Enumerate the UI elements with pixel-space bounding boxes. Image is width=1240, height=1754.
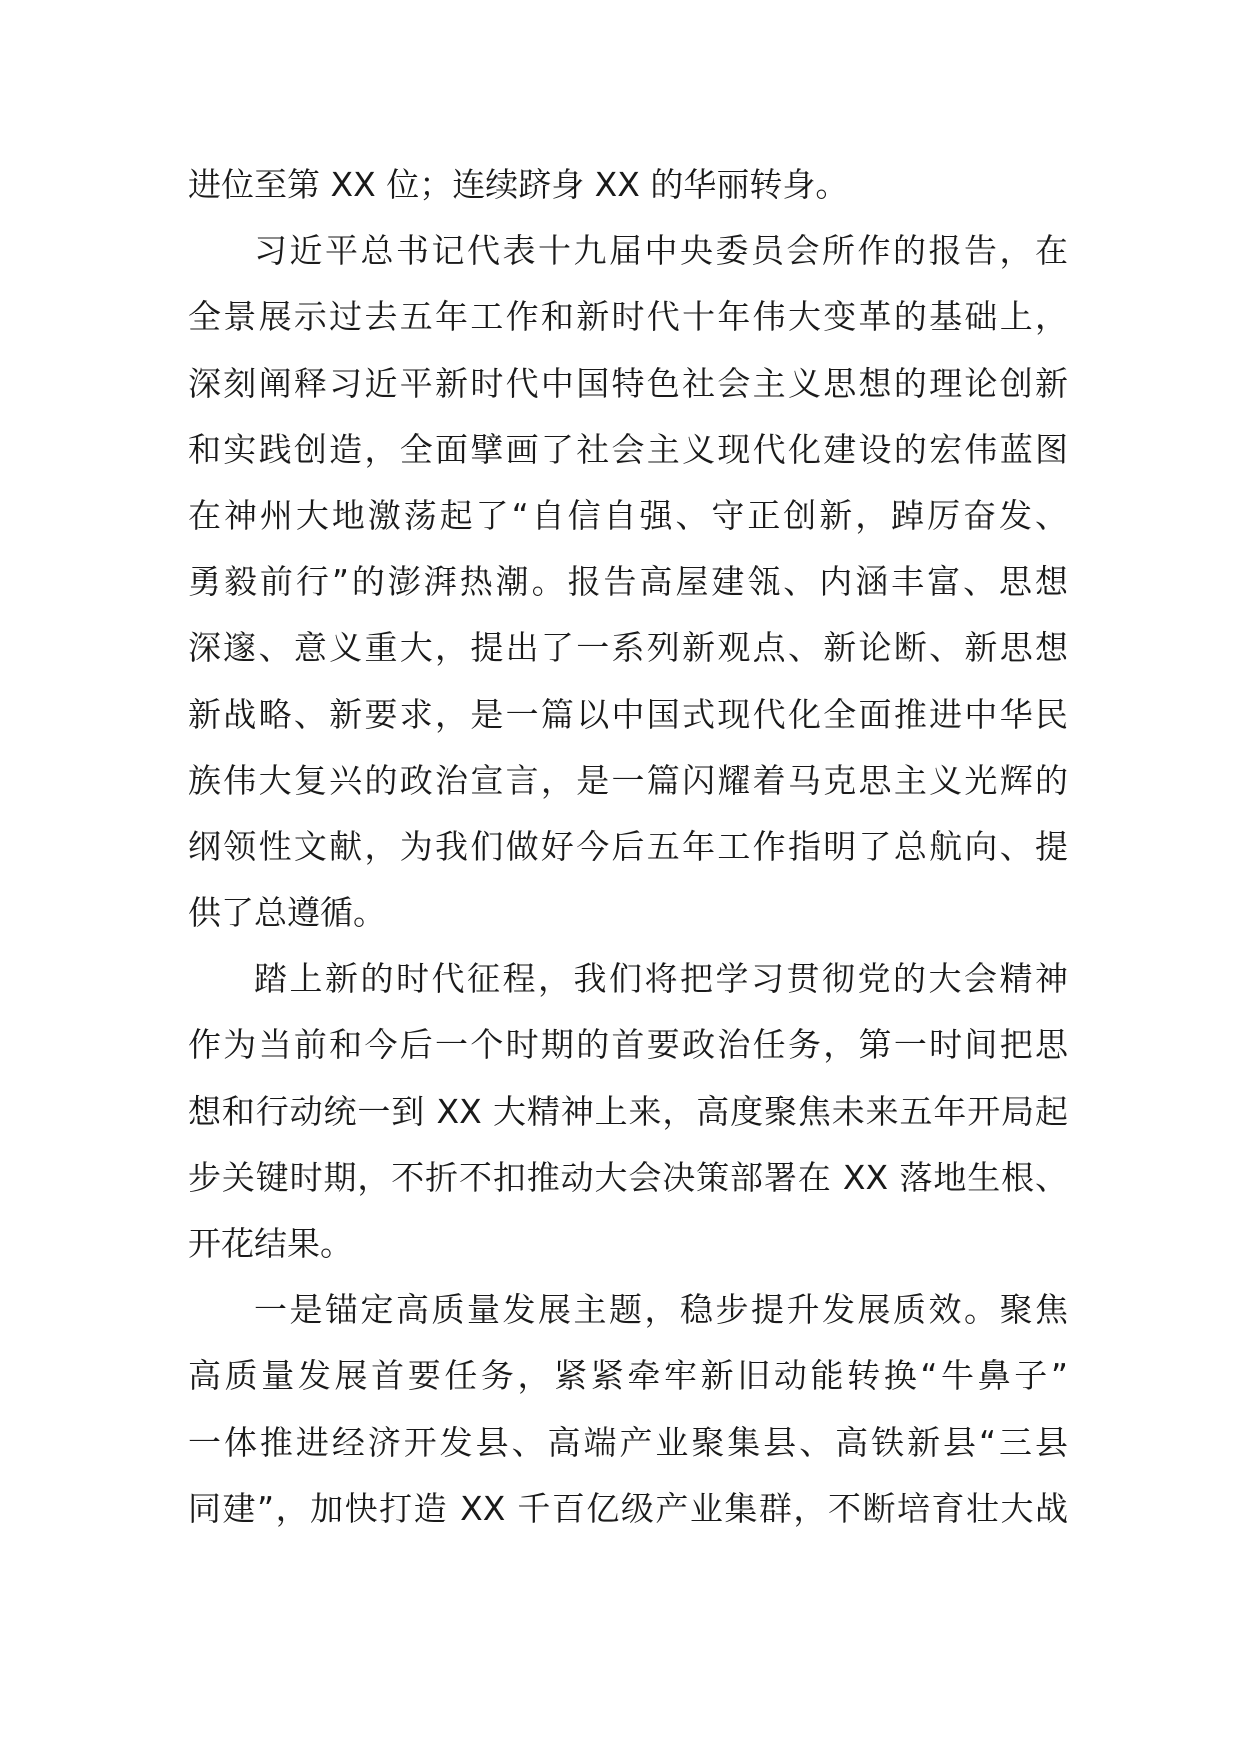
text-line: 深邃、意义重大，提出了一系列新观点、新论断、新思想: [188, 628, 1068, 668]
text-line: 深刻阐释习近平新时代中国特色社会主义思想的理论创新: [188, 363, 1068, 403]
text-line: 作为当前和今后一个时期的首要政治任务，第一时间把思: [188, 1025, 1068, 1065]
text-line: 勇毅前行”的澎湃热潮。报告高屋建瓴、内涵丰富、思想: [188, 562, 1068, 602]
text-line: 高质量发展首要任务，紧紧牵牢新旧动能转换“牛鼻子”: [188, 1356, 1068, 1396]
text-line: 在神州大地激荡起了“自信自强、守正创新，踔厉奋发、: [188, 495, 1068, 535]
paragraph-first-line: 踏上新的时代征程，我们将把学习贯彻党的大会精神: [254, 959, 1068, 999]
text-line: 同建”，加快打造 XX 千百亿级产业集群，不断培育壮大战: [188, 1488, 1068, 1528]
text-line: 族伟大复兴的政治宣言，是一篇闪耀着马克思主义光辉的: [188, 760, 1068, 800]
document-body: [188, 152, 1068, 1542]
text-line: 进位至第 XX 位；连续跻身 XX 的华丽转身。: [188, 165, 849, 204]
text-line: 纲领性文献，为我们做好今后五年工作指明了总航向、提: [188, 826, 1068, 866]
text-line: 开花结果。: [188, 1224, 353, 1263]
text-line: 想和行动统一到 XX 大精神上来，高度聚焦未来五年开局起: [188, 1091, 1068, 1131]
text-line: 一体推进经济开发县、高端产业聚集县、高铁新县“三县: [188, 1422, 1068, 1462]
text-line: 和实践创造，全面擘画了社会主义现代化建设的宏伟蓝图: [188, 429, 1068, 469]
text-line: 供了总遵循。: [188, 893, 386, 933]
paragraph-first-line: 一是锚定高质量发展主题，稳步提升发展质效。聚焦: [254, 1290, 1068, 1330]
text-line: 全景展示过去五年工作和新时代十年伟大变革的基础上，: [188, 297, 1068, 337]
paragraph-first-line: 习近平总书记代表十九届中央委员会所作的报告，在: [254, 231, 1068, 271]
text-line: 新战略、新要求，是一篇以中国式现代化全面推进中华民: [188, 694, 1068, 734]
text-line: 步关键时期，不折不扣推动大会决策部署在 XX 落地生根、: [188, 1157, 1068, 1197]
